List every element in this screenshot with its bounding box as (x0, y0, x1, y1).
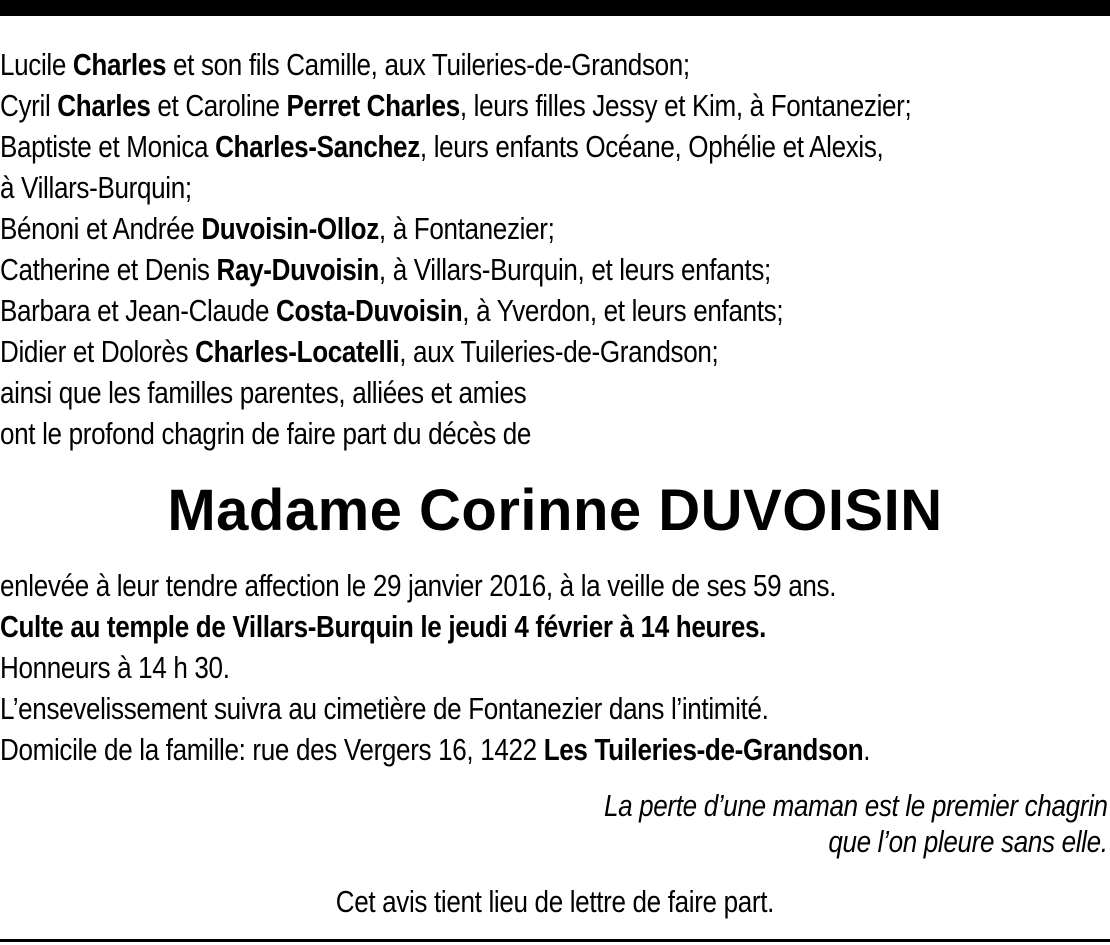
quote-line-2: que l’on pleure sans elle. (828, 824, 1108, 859)
bold-name: Les Tuileries-de-Grandson (543, 732, 864, 767)
family-line (0, 44, 1108, 85)
family-line (0, 413, 1108, 454)
family-line (0, 290, 1108, 331)
text-segment: Honneurs à 14 h 30. (0, 650, 230, 685)
text-segment: Domicile de la famille: rue des Vergers 16, 1422 (0, 732, 544, 767)
text-segment: L’ensevelissement suivra au cimetière de Fontanezier dans l’intimité. (0, 691, 769, 726)
family-line (0, 372, 1108, 413)
text-segment: Cyril (0, 88, 58, 123)
bold-name: Duvoisin-Olloz (201, 211, 379, 246)
family-line (0, 85, 1108, 126)
text-segment: Baptiste et Monica (0, 129, 216, 164)
text-segment: Barbara et Jean-Claude (0, 293, 276, 328)
deceased-name: Madame Corinne DUVOISIN (167, 478, 943, 543)
text-segment: , à Yverdon, et leurs enfants; (462, 293, 784, 328)
text-segment: et son fils Camille, aux Tuileries-de-Grandson; (166, 47, 690, 82)
closing-note (0, 882, 1110, 922)
bold-name: Charles (57, 88, 151, 123)
text-segment: , à Fontanezier; (378, 211, 555, 246)
bold-name: Culte au temple de Villars-Burquin le jeudi 4 février à 14 heures. (0, 609, 767, 644)
family-line (0, 208, 1108, 249)
text-segment: ont le profond chagrin de faire part du décès de (0, 416, 532, 451)
bold-name: Perret Charles (286, 88, 460, 123)
text-segment: , aux Tuileries-de-Grandson; (399, 334, 719, 369)
detail-line (0, 647, 1108, 688)
text-segment: , à Villars-Burquin, et leurs enfants; (378, 252, 771, 287)
text-segment: , leurs filles Jessy et Kim, à Fontanezier; (459, 88, 912, 123)
funeral-details (0, 565, 1108, 770)
family-line (0, 126, 1108, 167)
text-segment: et Caroline (150, 88, 287, 123)
text-segment: Lucile (0, 47, 73, 82)
bold-name: Costa-Duvoisin (275, 293, 463, 328)
family-line (0, 167, 1108, 208)
top-rule (0, 0, 1110, 16)
text-segment: . (863, 732, 871, 767)
text-segment: ainsi que les familles parentes, alliées et amies (0, 375, 527, 410)
text-segment: enlevée à leur tendre affection le 29 janvier 2016, à la veille de ses 59 ans. (0, 568, 837, 603)
family-line (0, 249, 1108, 290)
text-segment: Bénoni et Andrée (0, 211, 202, 246)
memorial-quote (604, 788, 1108, 860)
detail-line (0, 729, 1108, 770)
bold-name: Charles-Locatelli (195, 334, 400, 369)
text-segment: Catherine et Denis (0, 252, 217, 287)
text-segment: à Villars-Burquin; (0, 170, 192, 205)
detail-line (0, 688, 1108, 729)
text-segment: , leurs enfants Océane, Ophélie et Alexis, (419, 129, 884, 164)
bottom-rule (0, 939, 1110, 942)
quote-line-1: La perte d’une maman est le premier chagrin (604, 788, 1108, 823)
text-segment: Didier et Dolorès (0, 334, 196, 369)
closing-text: Cet avis tient lieu de lettre de faire part. (335, 884, 775, 919)
bold-name: Ray-Duvoisin (216, 252, 379, 287)
bold-name: Charles (72, 47, 167, 82)
detail-line (0, 606, 1108, 647)
detail-line (0, 565, 1108, 606)
bold-name: Charles-Sanchez (215, 129, 420, 164)
family-list (0, 44, 1108, 454)
family-line (0, 331, 1108, 372)
